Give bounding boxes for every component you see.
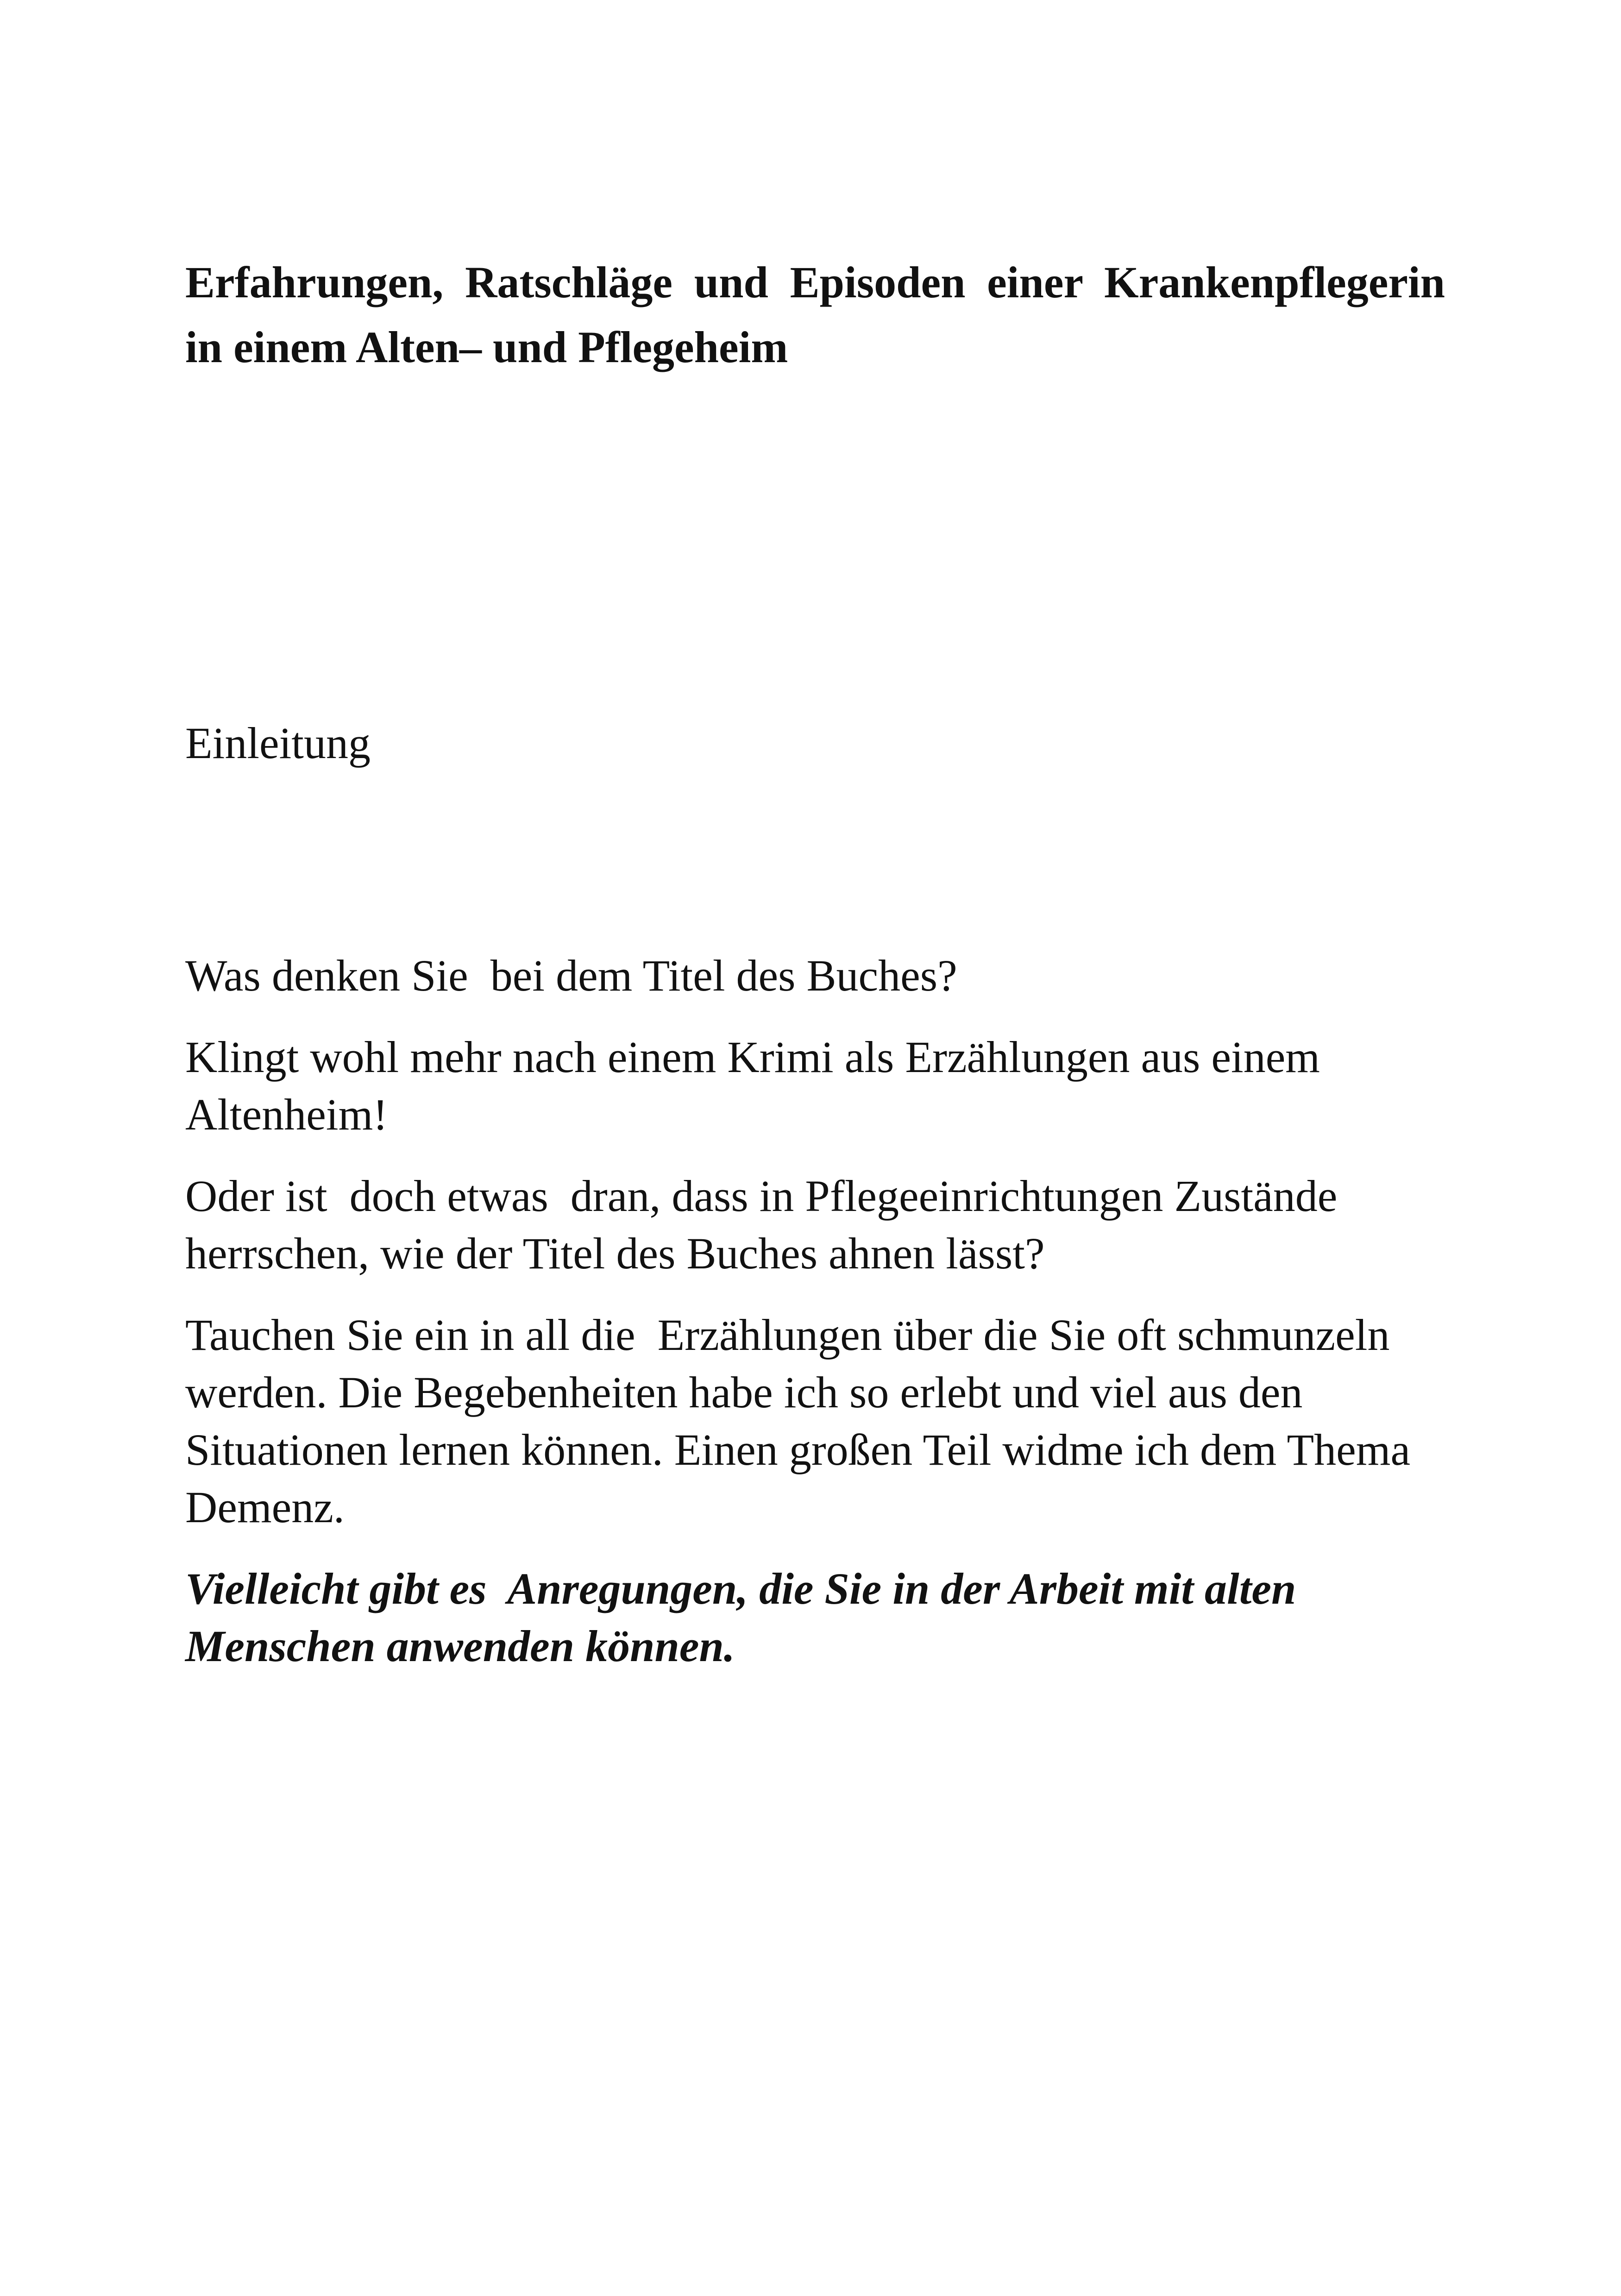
- paragraph-5-emphasis: Vielleicht gibt es Anregungen, die Sie in der Arbeit mit alten Menschen anwenden können.: [185, 1564, 1307, 1671]
- subtitle-line-1: Erfahrungen, Ratschläge und Episoden einer Krankenpflegerin: [185, 257, 1445, 307]
- paragraph-4: Tauchen Sie ein in all die Erzählungen über die Sie oft schmunzeln werden. Die Begebenheiten habe ich so erlebt und viel aus den Situationen lernen können. Einen großen Teil widme ich dem Thema Demenz.: [185, 1310, 1422, 1532]
- book-subtitle: [185, 250, 1445, 380]
- subtitle-line-2: in einem Alten– und Pflegeheim: [185, 322, 788, 372]
- paragraph-2: Klingt wohl mehr nach einem Krimi als Erzählungen aus einem Altenheim!: [185, 1032, 1329, 1139]
- section-heading-einleitung: Einleitung: [185, 718, 371, 768]
- introduction-body: [185, 947, 1482, 1699]
- paragraph-3: Oder ist doch etwas dran, dass in Pflegeeinrichtungen Zustände herrschen, wie der Titel des Buches ahnen lässt?: [185, 1171, 1349, 1278]
- paragraph-1: Was denken Sie bei dem Titel des Buches?: [185, 951, 957, 1000]
